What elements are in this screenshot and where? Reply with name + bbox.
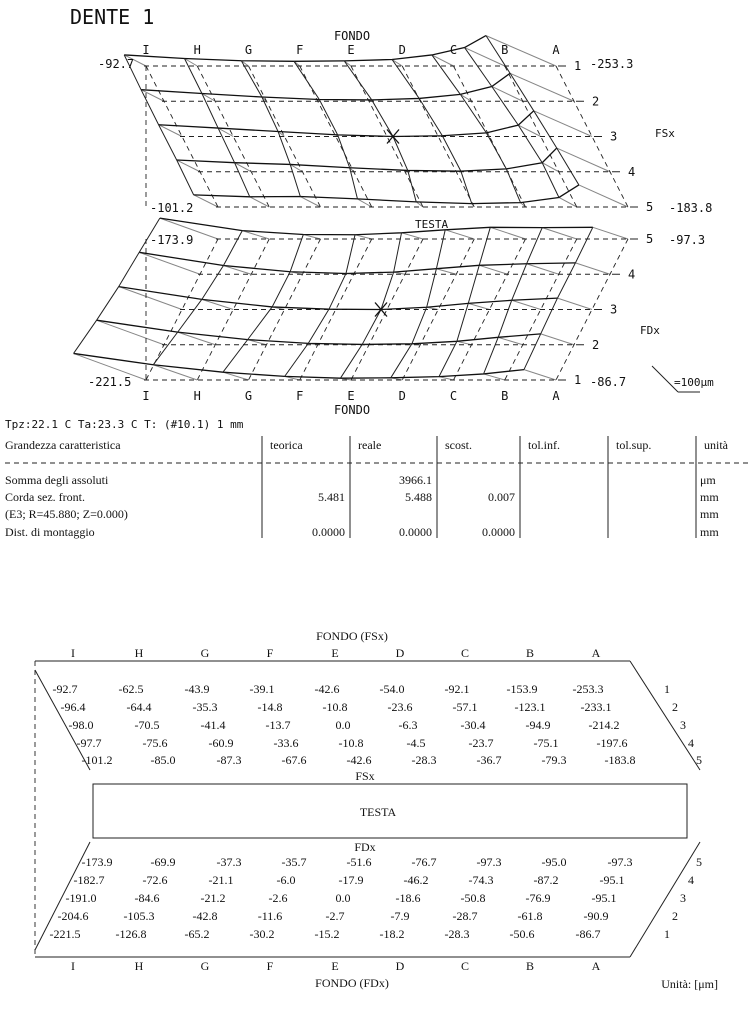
fd-deviation-value: -173.9 bbox=[81, 855, 113, 869]
deviation-connector bbox=[575, 263, 610, 274]
deviation-value-grid bbox=[35, 629, 718, 991]
table-cell: 3966.1 bbox=[399, 473, 432, 487]
fd-side-label: FDx bbox=[640, 324, 660, 337]
table-header-cell: scost. bbox=[445, 438, 472, 452]
fd-top-right-value: -97.3 bbox=[669, 233, 706, 247]
fs-deviation-value: -233.1 bbox=[580, 700, 612, 714]
table-cell: μm bbox=[700, 473, 716, 487]
fs-deviation-value: -87.3 bbox=[216, 753, 242, 767]
row-number: 2 bbox=[592, 337, 600, 352]
deviation-connector bbox=[490, 227, 525, 239]
grid-column-letter-bottom: A bbox=[591, 959, 601, 973]
fs-deviation-value: -183.8 bbox=[604, 753, 636, 767]
fd-deviation-value: -50.6 bbox=[509, 927, 535, 941]
fs-deviation-value: -36.7 bbox=[476, 753, 502, 767]
fs-deviation-value: -70.5 bbox=[134, 718, 160, 732]
deviation-connector bbox=[510, 73, 574, 101]
measured-column-curve bbox=[432, 55, 521, 203]
deviation-connector bbox=[457, 341, 472, 344]
measured-column-curve bbox=[465, 48, 559, 198]
fs-deviation-value: -123.1 bbox=[514, 700, 546, 714]
deviation-connector bbox=[402, 233, 423, 239]
table-cell: Somma degli assoluti bbox=[5, 473, 109, 487]
fs-deviation-value: -92.1 bbox=[444, 682, 470, 696]
fd-deviation-value: -86.7 bbox=[575, 927, 601, 941]
deviation-connector bbox=[542, 228, 577, 239]
table-cell: mm bbox=[700, 507, 719, 521]
grid-column-letter-top: D bbox=[395, 646, 405, 660]
column-letter-top: B bbox=[501, 43, 509, 57]
fd-deviation-value: 0.0 bbox=[335, 891, 351, 905]
fs-deviation-value: -14.8 bbox=[257, 700, 283, 714]
fs-deviation-value: -214.2 bbox=[588, 718, 620, 732]
fd-deviation-value: -18.2 bbox=[379, 927, 405, 941]
fd-deviation-value: -221.5 bbox=[49, 927, 81, 941]
fs-deviation-value: -33.6 bbox=[273, 736, 299, 750]
fs-deviation-value: -54.0 bbox=[379, 682, 405, 696]
deviation-connector bbox=[559, 197, 577, 207]
column-letter-top: F bbox=[296, 43, 304, 57]
fs-deviation-value: -43.9 bbox=[184, 682, 210, 696]
measured-column-curve bbox=[391, 230, 445, 378]
fd-grid-row-number: 4 bbox=[688, 873, 694, 887]
deviation-connector bbox=[484, 374, 505, 380]
measured-row-curve bbox=[139, 252, 575, 273]
bottom-fondo-label: FONDO bbox=[333, 403, 371, 417]
fs-deviation-value: -97.7 bbox=[76, 736, 102, 750]
deviation-connector bbox=[541, 334, 574, 345]
fs-deviation-value: -101.2 bbox=[81, 753, 113, 767]
column-letter-bottom: F bbox=[296, 389, 304, 403]
grid-bottom-header: FONDO (FDx) bbox=[315, 976, 389, 990]
fd-deviation-value: -105.3 bbox=[123, 909, 155, 923]
grid-column-letter-bottom: F bbox=[266, 959, 274, 973]
fd-deviation-value: -37.3 bbox=[216, 855, 242, 869]
fs-side-label: FSx bbox=[655, 127, 675, 140]
grid-unit-label: Unità: [μm] bbox=[661, 977, 718, 991]
fd-grid-row-number: 3 bbox=[680, 891, 686, 905]
fd-deviation-value: -76.7 bbox=[411, 855, 437, 869]
fd-deviation-value: -6.0 bbox=[276, 873, 296, 887]
fd-grid-row-number: 5 bbox=[696, 855, 702, 869]
fd-deviation-value: -30.2 bbox=[249, 927, 275, 941]
fd-deviation-value: -2.7 bbox=[325, 909, 345, 923]
column-letter-top: E bbox=[347, 43, 355, 57]
table-header-cell: teorica bbox=[270, 438, 303, 452]
grid-fs-label: FSx bbox=[355, 769, 375, 783]
fd-deviation-value: -51.6 bbox=[346, 855, 372, 869]
grid-column-letter-bottom: I bbox=[71, 959, 75, 973]
grid-column-letter-top: I bbox=[71, 646, 75, 660]
fd-deviation-value: -61.8 bbox=[517, 909, 543, 923]
fd-deviation-value: -28.7 bbox=[452, 909, 478, 923]
column-letter-bottom: A bbox=[552, 389, 560, 403]
fs-deviation-value: -6.3 bbox=[398, 718, 418, 732]
column-letter-bottom: I bbox=[142, 389, 150, 403]
measured-column-curve bbox=[486, 36, 582, 185]
measured-row-curve bbox=[194, 185, 579, 204]
column-letter-bottom: G bbox=[244, 389, 253, 403]
fs-deviation-value: -92.7 bbox=[52, 682, 78, 696]
deviation-connector bbox=[557, 148, 610, 172]
row-number: 1 bbox=[574, 59, 582, 73]
deviation-connector bbox=[456, 171, 461, 172]
measured-column-curve bbox=[392, 60, 472, 204]
deviation-connector bbox=[512, 300, 541, 309]
deviation-connector bbox=[250, 197, 270, 207]
fs-deviation-value: -253.3 bbox=[572, 682, 604, 696]
deviation-connector bbox=[468, 303, 489, 309]
fs-deviation-value: -57.1 bbox=[452, 700, 478, 714]
fs-deviation-value: -39.1 bbox=[249, 682, 275, 696]
row-number: 3 bbox=[610, 302, 618, 317]
row-number: 2 bbox=[592, 94, 600, 109]
fs-deviation-value: -23.6 bbox=[387, 700, 413, 714]
row-number: 3 bbox=[610, 129, 618, 144]
fd-grid-row-number: 1 bbox=[664, 927, 670, 941]
top-fondo-label: FONDO bbox=[333, 29, 371, 43]
row-number: 1 bbox=[574, 373, 582, 387]
deviation-connector bbox=[139, 252, 200, 274]
fs-deviation-value: -75.6 bbox=[142, 736, 168, 750]
table-cell: Corda sez. front. bbox=[5, 490, 85, 504]
fs-deviation-value: 0.0 bbox=[335, 718, 351, 732]
fd-deviation-value: -204.6 bbox=[57, 909, 89, 923]
table-cell: mm bbox=[700, 490, 719, 504]
measured-column-curve bbox=[294, 61, 357, 199]
row-number: 4 bbox=[628, 267, 636, 282]
grid-fd-label: FDx bbox=[354, 840, 376, 854]
deviation-connector bbox=[460, 94, 471, 101]
fs-deviation-value: -13.7 bbox=[265, 718, 291, 732]
grid-top-header: FONDO (FSx) bbox=[316, 629, 388, 643]
table-header-cell: tol.inf. bbox=[528, 438, 560, 452]
measured-row-curve bbox=[124, 36, 486, 62]
deviation-connector bbox=[534, 111, 592, 137]
column-letter-bottom: H bbox=[193, 389, 201, 403]
fd-deviation-value: -72.6 bbox=[142, 873, 168, 887]
deviation-connector bbox=[527, 264, 559, 274]
fd-deviation-value: -35.7 bbox=[281, 855, 307, 869]
testa-label: TESTA bbox=[415, 218, 449, 231]
fd-grid-row-number: 2 bbox=[672, 909, 678, 923]
fs-deviation-value: -62.5 bbox=[118, 682, 144, 696]
table-cell: (E3; R=45.880; Z=0.000) bbox=[5, 507, 128, 521]
fs-deviation-value: -10.8 bbox=[338, 736, 364, 750]
grid-column-letter-top: C bbox=[460, 646, 470, 660]
row-number: 5 bbox=[646, 200, 654, 214]
column-letter-bottom: B bbox=[501, 389, 509, 403]
characteristics-table bbox=[5, 436, 750, 539]
deviation-connector bbox=[436, 269, 456, 275]
grid-column-letter-bottom: B bbox=[525, 959, 535, 973]
deviation-connector bbox=[486, 36, 556, 66]
grid-column-letter-bottom: C bbox=[460, 959, 470, 973]
fs-grid-row-number: 2 bbox=[672, 700, 678, 714]
fd-deviation-value: -21.1 bbox=[208, 873, 234, 887]
table-cell: 0.0000 bbox=[482, 525, 515, 539]
grid-column-letter-top: H bbox=[134, 646, 144, 660]
grid-fs-right-diagonal bbox=[630, 661, 700, 770]
fs-grid-row-number: 3 bbox=[680, 718, 686, 732]
grid-column-letter-bottom: G bbox=[200, 959, 210, 973]
fd-deviation-value: -65.2 bbox=[184, 927, 210, 941]
fd-deviation-value: -15.2 bbox=[314, 927, 340, 941]
deviation-connector bbox=[300, 197, 320, 207]
fd-deviation-value: -7.9 bbox=[390, 909, 410, 923]
fd-deviation-value: -191.0 bbox=[65, 891, 97, 905]
fd-deviation-value: -97.3 bbox=[476, 855, 502, 869]
table-cell: 5.488 bbox=[405, 490, 432, 504]
fs-deviation-value: -23.7 bbox=[468, 736, 494, 750]
fd-deviation-value: -95.1 bbox=[599, 873, 625, 887]
fd-deviation-value: -18.6 bbox=[395, 891, 421, 905]
fs-measured-surface bbox=[124, 36, 628, 207]
deviation-connector bbox=[579, 185, 628, 207]
fd-deviation-value: -2.6 bbox=[268, 891, 288, 905]
grid-column-letter-top: A bbox=[591, 646, 601, 660]
fs-deviation-value: -153.9 bbox=[506, 682, 538, 696]
fd-deviation-value: -46.2 bbox=[403, 873, 429, 887]
deviation-connector bbox=[97, 320, 164, 345]
fs-deviation-value: -41.4 bbox=[200, 718, 226, 732]
fs-top-right-value: -253.3 bbox=[590, 57, 634, 71]
measured-row-curve bbox=[177, 148, 557, 171]
deviation-connector bbox=[524, 370, 556, 380]
table-cell: 5.481 bbox=[318, 490, 345, 504]
measured-column-curve bbox=[344, 61, 416, 202]
table-cell: 0.0000 bbox=[399, 525, 432, 539]
table-cell: 0.007 bbox=[488, 490, 515, 504]
grid-testa-label: TESTA bbox=[359, 805, 397, 819]
measured-row-curve bbox=[159, 111, 534, 137]
deviation-connector bbox=[445, 230, 474, 239]
fd-deviation-value: -84.6 bbox=[134, 891, 160, 905]
fs-deviation-value: -28.3 bbox=[411, 753, 437, 767]
fd-deviation-value: -17.9 bbox=[338, 873, 364, 887]
table-header-cell: reale bbox=[358, 438, 382, 452]
column-letter-top: H bbox=[193, 43, 201, 57]
fs-deviation-value: -42.6 bbox=[346, 753, 372, 767]
fd-deviation-value: -42.8 bbox=[192, 909, 218, 923]
column-letter-top: C bbox=[449, 43, 458, 57]
fd-deviation-value: -50.8 bbox=[460, 891, 486, 905]
deviation-connector bbox=[557, 298, 592, 309]
fs-deviation-value: -75.1 bbox=[533, 736, 559, 750]
fd-bottom-right-value: -86.7 bbox=[590, 375, 627, 389]
table-header-cell: unità bbox=[704, 438, 728, 452]
fd-bottom-left-value: -221.5 bbox=[88, 375, 132, 389]
fs-grid-row-number: 4 bbox=[688, 736, 694, 750]
deviation-connector bbox=[593, 227, 628, 239]
fs-deviation-value: -67.6 bbox=[281, 753, 307, 767]
grid-column-letter-top: G bbox=[200, 646, 210, 660]
fs-deviation-value: -10.8 bbox=[322, 700, 348, 714]
fd-deviation-value: -21.2 bbox=[200, 891, 226, 905]
table-cell: mm bbox=[700, 525, 719, 539]
fs-deviation-value: -98.0 bbox=[68, 718, 94, 732]
grid-column-letter-top: F bbox=[266, 646, 274, 660]
column-letter-bottom: D bbox=[398, 389, 406, 403]
fd-deviation-value: -126.8 bbox=[115, 927, 147, 941]
grid-column-letter-top: B bbox=[525, 646, 535, 660]
fd-top-left-value: -173.9 bbox=[150, 233, 194, 247]
deviation-connector bbox=[392, 60, 402, 66]
fs-deviation-value: -64.4 bbox=[126, 700, 152, 714]
fd-deviation-value: -74.3 bbox=[468, 873, 494, 887]
fs-bottom-right-value: -183.8 bbox=[669, 201, 713, 215]
scale-label: =100μm bbox=[674, 376, 714, 389]
fd-deviation-value: -182.7 bbox=[73, 873, 105, 887]
deviation-connector bbox=[119, 287, 182, 310]
grid-column-letter-bottom: E bbox=[331, 959, 339, 973]
sheet-title: DENTE 1 bbox=[70, 5, 155, 29]
deviation-connector bbox=[439, 377, 453, 380]
fd-deviation-value: -11.6 bbox=[257, 909, 283, 923]
column-letter-top: D bbox=[398, 43, 406, 57]
fd-deviation-value: -95.1 bbox=[591, 891, 617, 905]
fs-deviation-value: -30.4 bbox=[460, 718, 486, 732]
table-header-cell: Grandezza caratteristica bbox=[5, 438, 121, 452]
table-cell: Dist. di montaggio bbox=[5, 525, 95, 539]
fs-deviation-value: -35.3 bbox=[192, 700, 218, 714]
column-letters-bottom bbox=[142, 389, 560, 403]
fd-deviation-value: -97.3 bbox=[607, 855, 633, 869]
measured-column-curve bbox=[340, 233, 401, 378]
fs-deviation-value: -42.6 bbox=[314, 682, 340, 696]
column-letter-top: G bbox=[244, 43, 253, 57]
column-letters-top bbox=[142, 43, 560, 57]
fs-deviation-value: -79.3 bbox=[541, 753, 567, 767]
fd-deviation-value: -95.0 bbox=[541, 855, 567, 869]
fs-grid-row-number: 5 bbox=[696, 753, 702, 767]
deviation-connector bbox=[194, 195, 218, 207]
fd-deviation-value: -69.9 bbox=[150, 855, 176, 869]
fs-deviation-value: -96.4 bbox=[60, 700, 86, 714]
deviation-connector bbox=[498, 337, 523, 344]
deviation-connector bbox=[479, 265, 507, 274]
row-number: 5 bbox=[646, 232, 654, 246]
fd-deviation-value: -28.3 bbox=[444, 927, 470, 941]
grid-column-letter-bottom: H bbox=[134, 959, 144, 973]
fs-deviation-value: -4.5 bbox=[406, 736, 426, 750]
column-letter-top: A bbox=[552, 43, 560, 57]
fd-deviation-value: -90.9 bbox=[583, 909, 609, 923]
row-number: 4 bbox=[628, 164, 636, 179]
fs-deviation-value: -94.9 bbox=[525, 718, 551, 732]
fs-bottom-left-value: -101.2 bbox=[150, 201, 194, 215]
table-cell: 0.0000 bbox=[312, 525, 345, 539]
deviation-connector bbox=[355, 235, 372, 239]
fs-top-left-value: -92.7 bbox=[98, 57, 135, 71]
grid-column-letter-bottom: D bbox=[395, 959, 405, 973]
measured-column-curve bbox=[74, 218, 160, 353]
measured-column-curve bbox=[241, 61, 300, 197]
fs-deviation-value: -197.6 bbox=[596, 736, 628, 750]
column-letter-bottom: C bbox=[449, 389, 458, 403]
column-letter-top: I bbox=[142, 43, 150, 57]
measured-row-curve bbox=[160, 218, 593, 235]
measured-row-curve bbox=[97, 320, 541, 344]
fd-deviation-value: -76.9 bbox=[525, 891, 551, 905]
grid-column-letter-top: E bbox=[331, 646, 339, 660]
measure-info: Tpz:22.1 C Ta:23.3 C T: (#10.1) 1 mm bbox=[5, 418, 244, 431]
fd-deviation-value: -87.2 bbox=[533, 873, 559, 887]
fs-grid-row-number: 1 bbox=[664, 682, 670, 696]
fs-deviation-value: -60.9 bbox=[208, 736, 234, 750]
column-letter-bottom: E bbox=[347, 389, 355, 403]
table-header-cell: tol.sup. bbox=[616, 438, 652, 452]
fs-deviation-value: -85.0 bbox=[150, 753, 176, 767]
